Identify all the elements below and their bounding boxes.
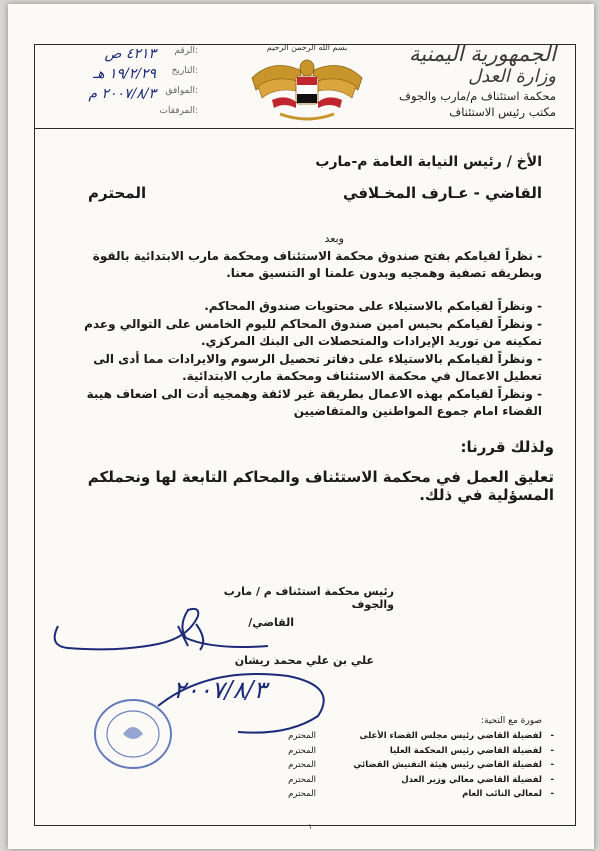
reference-date-value: ١٩/٢/٢٩ هـ	[93, 66, 156, 82]
reference-date-label: التاريخ:	[171, 66, 198, 76]
reference-number-row	[48, 46, 198, 64]
letter-page	[8, 4, 594, 849]
reference-corresponding-label: الموافق:	[165, 86, 198, 96]
letter-paragraph: - ونظراً لقيامكم بالاستيلاء على دفاتر تحصيل الرسوم والايرادات مما أدى الى تعطيل الاعمال في محكمة الاستئناف ومحكمة مارب الابتدائية.	[93, 352, 542, 383]
reference-number-label: الرقم:	[174, 46, 198, 56]
reference-corresponding-row	[48, 86, 198, 104]
cc-item	[194, 775, 554, 790]
cc-item	[194, 731, 554, 746]
letter-paragraph: - ونظراً لقيامكم بالاستيلاء على محتويات صندوق المحاكم.	[204, 299, 542, 313]
emblem-ribbon	[280, 114, 334, 119]
cc-item-text: لفضيلة القاضي رئيس المحكمة العليا	[389, 745, 542, 756]
flag-black-band	[297, 94, 317, 103]
letter-paragraph: - ونظراً لقيامكم بهذه الاعمال بطريقة غير لائقة وهمجيه أدت الى اضعاف هيبة القضاء امام جموع المواطنين والمتقاضيين	[86, 387, 542, 418]
ministry-name: وزارة العدل	[468, 66, 556, 87]
decision-heading: ولذلك قررنا:	[460, 438, 554, 456]
reference-attachments-label: المرفقات:	[159, 106, 198, 116]
signatory-judge-label: القاضي/	[248, 616, 294, 629]
reference-number-value: ٤٢١٣ ص	[104, 46, 156, 62]
emblem-head	[300, 60, 314, 76]
bullet-icon: -	[550, 774, 554, 785]
signature-date: ٢٠٠٧/٨/٣	[173, 676, 267, 704]
bullet-icon: -	[550, 731, 554, 741]
addressee-judge-line	[68, 184, 542, 202]
cc-item	[194, 789, 554, 804]
addressee-line: الأخ / رئيس النيابة العامة م-مارب	[315, 154, 542, 170]
bullet-icon: -	[550, 789, 554, 799]
addressee-judge-name: القاضي - عـارف المخـلافي	[343, 184, 542, 202]
emblem-left-flag	[272, 97, 296, 108]
basmala-text: بسم الله الرحمن الرحيم	[266, 43, 348, 52]
bullet-icon: -	[550, 745, 554, 756]
header-divider	[34, 128, 574, 129]
ministry-header	[356, 42, 556, 120]
cc-item-text: لفضيلة القاضي رئيس هيئة التفتيش القضائي	[353, 760, 542, 770]
signatory-name: علي بن علي محمد ريشان	[234, 654, 374, 667]
cc-title: صورة مع التحية:	[480, 716, 542, 726]
decision-text: تعليق العمل في محكمة الاستئناف والمحاكم التابعة لها ونحملكم المسؤلية في ذلك.	[87, 468, 554, 504]
office-name: مكتب رئيس الاستئناف	[449, 105, 556, 119]
cc-item-text: لفضيلة القاضي معالي وزير العدل	[401, 774, 542, 785]
greeting-text: وبعد	[324, 232, 344, 245]
official-stamp	[88, 694, 178, 774]
court-name: محكمة استئناف م/مارب والجوف	[399, 89, 556, 103]
cc-item-honorific: المحترم	[288, 774, 316, 785]
yemen-eagle-emblem	[242, 40, 372, 126]
cc-item-text: لفضيلة القاضي رئيس مجلس القضاء الأعلى	[359, 731, 542, 741]
signatory-title: رئيس محكمة استئناف م / مارب والجوف	[223, 585, 394, 611]
cc-list	[194, 731, 554, 804]
reference-corresponding-value: ٢٠٠٧/٨/٣ م	[88, 86, 156, 102]
letter-paragraph: - ونظراً لقيامكم بحبس امين صندوق المحاكم لليوم الخامس على التوالي وعدم تمكينه من توريد الإيرادات والمتحصلات الى البنك المركزي.	[84, 317, 542, 348]
emblem-right-flag	[318, 97, 342, 108]
reference-date-row	[48, 66, 198, 84]
reference-attachments-row	[48, 106, 198, 124]
flag-red-band	[297, 77, 317, 85]
cc-item-text: لمعالي النائب العام	[462, 789, 542, 799]
cc-item-honorific: المحترم	[288, 760, 316, 770]
handwritten-signature	[38, 586, 348, 746]
cc-item	[194, 746, 554, 761]
addressee-honorific: المحترم	[88, 184, 147, 202]
letter-paragraph: - نظراً لقيامكم بفتح صندوق محكمة الاستئناف ومحكمة مارب الابتدائية بالقوة وبطريقه تصفية وهمجيه وبدون علمنا او التنسيق معنا.	[92, 249, 542, 280]
flag-white-band	[297, 85, 317, 94]
bullet-icon: -	[550, 760, 554, 770]
reference-block	[48, 44, 198, 124]
republic-name: الجمهورية اليمنية	[408, 42, 556, 66]
cc-item-honorific: المحترم	[288, 731, 316, 741]
cc-item	[194, 760, 554, 775]
page-number: ١	[308, 822, 313, 831]
cc-item-honorific: المحترم	[288, 745, 316, 756]
cc-item-honorific: المحترم	[288, 789, 316, 799]
